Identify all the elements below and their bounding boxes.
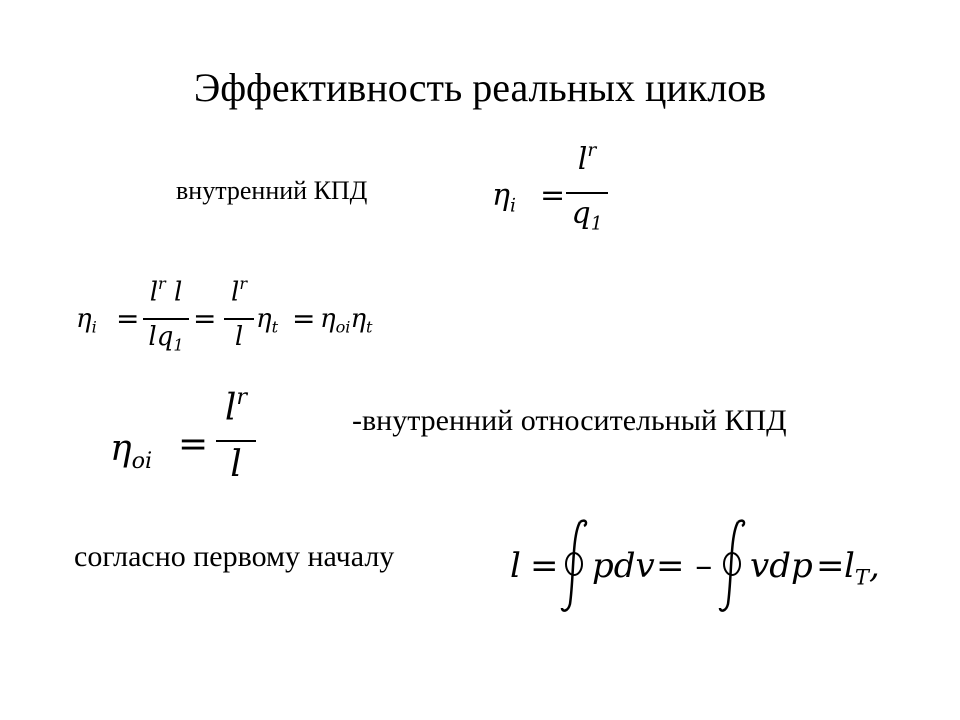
fraction-bar: [216, 440, 256, 442]
relative-efficiency-label: -внутренний относительный КПД: [352, 404, 787, 437]
fraction-numerator: $l^r$: [577, 140, 597, 178]
fraction-denominator: $q_1$: [571, 196, 603, 235]
fraction-bar: [143, 318, 189, 320]
internal-efficiency-label: внутренний КПД: [176, 176, 368, 205]
contour-integral-icon: [714, 516, 750, 616]
slide-title: Эффективность реальных циклов: [193, 65, 767, 110]
fraction-bar: [224, 318, 254, 320]
contour-integral-icon: [556, 516, 592, 616]
fraction-bar: [566, 192, 608, 194]
eta-symbol: η: [492, 178, 510, 213]
first-law-label: согласно первому началу: [74, 540, 395, 573]
